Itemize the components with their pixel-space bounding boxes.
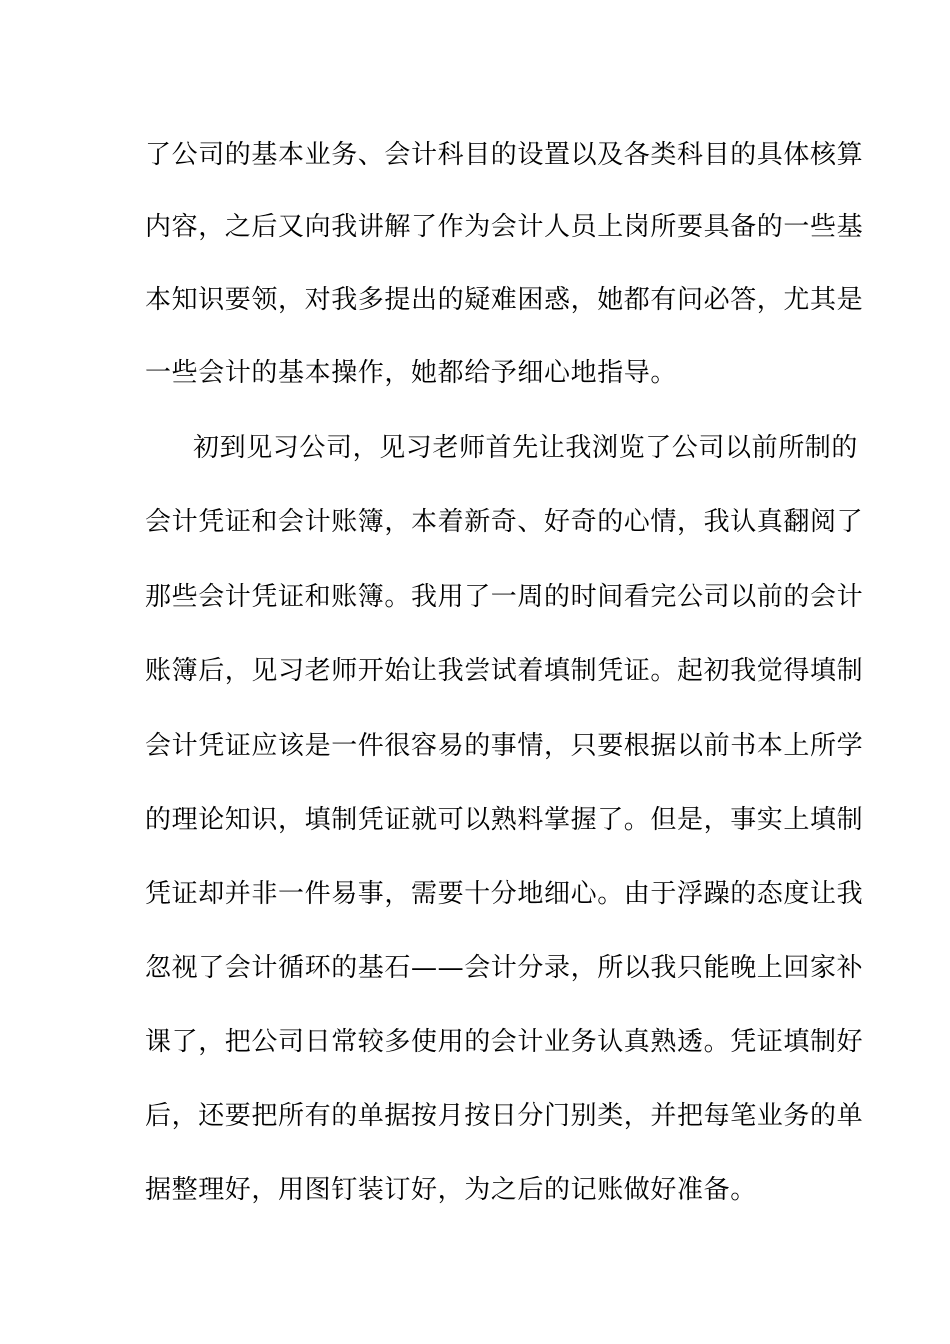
text-line: 忽视了会计循环的基石——会计分录，所以我只能晚上回家补 — [145, 953, 864, 983]
text-line: 一些会计的基本操作，她都给予细心地指导。 — [145, 358, 678, 388]
text-line: 据整理好，用图钉装订好，为之后的记账做好准备。 — [145, 1175, 757, 1205]
text-line: 账簿后，见习老师开始让我尝试着填制凭证。起初我觉得填制 — [145, 656, 864, 686]
text-line: 那些会计凭证和账簿。我用了一周的时间看完公司以前的会计 — [145, 582, 864, 612]
text-line: 会计凭证应该是一件很容易的事情，只要根据以前书本上所学 — [145, 731, 864, 761]
text-line: 了公司的基本业务、会计科目的设置以及各类科目的具体核算 — [145, 140, 864, 170]
text-line: 凭证却并非一件易事，需要十分地细心。由于浮躁的态度让我 — [145, 879, 864, 909]
text-line: 后，还要把所有的单据按月按日分门别类，并把每笔业务的单 — [145, 1101, 864, 1131]
text-line: 本知识要领，对我多提出的疑难困惑，她都有问必答，尤其是 — [145, 285, 864, 315]
text-line: 内容，之后又向我讲解了作为会计人员上岗所要具备的一些基 — [145, 212, 864, 242]
paragraph-first-line: 初到见习公司，见习老师首先让我浏览了公司以前所制的 — [193, 433, 859, 463]
text-line: 会计凭证和会计账簿，本着新奇、好奇的心情，我认真翻阅了 — [145, 507, 864, 537]
text-line: 的理论知识，填制凭证就可以熟料掌握了。但是，事实上填制 — [145, 805, 864, 835]
text-line: 课了，把公司日常较多使用的会计业务认真熟透。凭证填制好 — [145, 1027, 864, 1057]
